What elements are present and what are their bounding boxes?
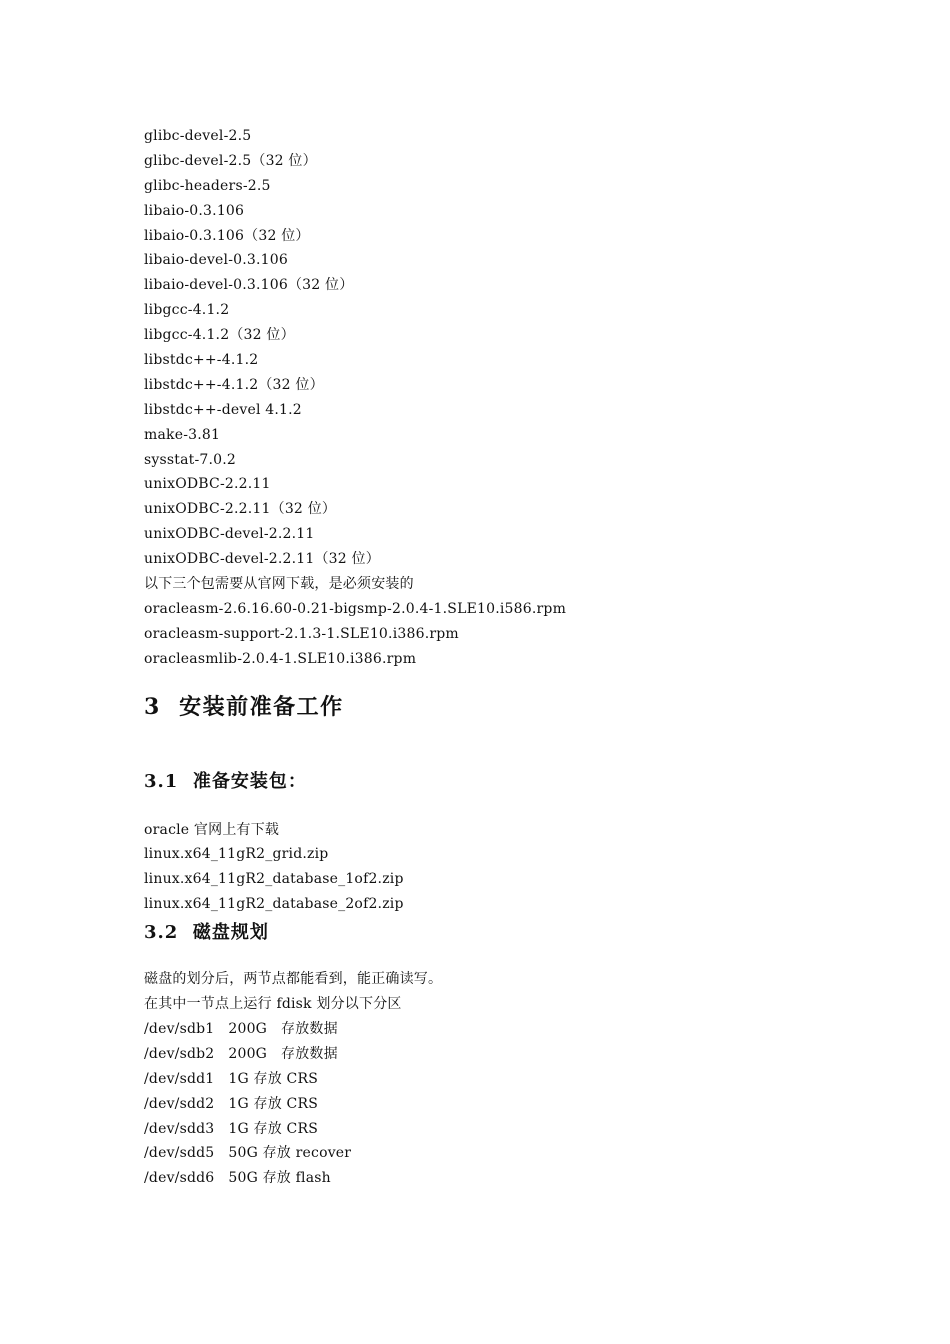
list-item: linux.x64_11gR2_grid.zip <box>144 846 329 863</box>
list-item: libaio-0.3.106（32 位） <box>144 227 310 244</box>
disk-plan-list <box>144 967 844 1191</box>
section-3-heading: 3 安装前准备工作 <box>144 693 344 720</box>
section-3-2-heading: 3.2 磁盘规划 <box>144 922 269 944</box>
list-item: glibc-devel-2.5（32 位） <box>144 152 317 169</box>
list-item: linux.x64_11gR2_database_2of2.zip <box>144 896 404 913</box>
list-item: oracleasm-2.6.16.60-0.21-bigsmp-2.0.4-1.SLE10.i586.rpm <box>144 600 567 617</box>
list-item: libstdc++-4.1.2 <box>144 352 259 369</box>
list-item: libgcc-4.1.2 <box>144 302 230 319</box>
list-item: libgcc-4.1.2（32 位） <box>144 327 295 344</box>
list-item: libaio-devel-0.3.106（32 位） <box>144 277 354 294</box>
list-item: 在其中一节点上运行 fdisk 划分以下分区 <box>144 996 402 1013</box>
list-item: libaio-devel-0.3.106 <box>144 252 288 269</box>
list-item: unixODBC-2.2.11（32 位） <box>144 501 337 518</box>
list-item: libstdc++-4.1.2（32 位） <box>144 376 324 393</box>
list-item: unixODBC-2.2.11 <box>144 476 271 493</box>
list-item: /dev/sdd2 1G 存放 CRS <box>144 1095 318 1112</box>
list-item: unixODBC-devel-2.2.11（32 位） <box>144 551 380 568</box>
list-item: oracle 官网上有下载 <box>144 821 280 838</box>
document-content <box>144 124 844 1191</box>
list-item: 以下三个包需要从官网下载，是必须安装的 <box>144 576 414 593</box>
list-item: oracleasm-support-2.1.3-1.SLE10.i386.rpm <box>144 625 459 642</box>
package-list <box>144 124 844 672</box>
list-item: linux.x64_11gR2_database_1of2.zip <box>144 871 404 888</box>
list-item: 磁盘的划分后，两节点都能看到，能正确读写。 <box>144 971 443 988</box>
install-packages-list <box>144 818 844 918</box>
list-item: /dev/sdb1 200G 存放数据 <box>144 1020 338 1037</box>
list-item: /dev/sdd6 50G 存放 flash <box>144 1170 331 1187</box>
list-item: /dev/sdd1 1G 存放 CRS <box>144 1070 318 1087</box>
section-3-1-heading: 3.1 准备安装包： <box>144 770 307 792</box>
list-item: unixODBC-devel-2.2.11 <box>144 526 315 543</box>
list-item: sysstat-7.0.2 <box>144 451 237 468</box>
list-item: glibc-headers-2.5 <box>144 177 271 194</box>
list-item: libstdc++-devel 4.1.2 <box>144 401 302 418</box>
list-item: glibc-devel-2.5 <box>144 128 252 144</box>
list-item: libaio-0.3.106 <box>144 202 245 219</box>
list-item: oracleasmlib-2.0.4-1.SLE10.i386.rpm <box>144 650 417 667</box>
list-item: /dev/sdd3 1G 存放 CRS <box>144 1120 318 1137</box>
list-item: /dev/sdd5 50G 存放 recover <box>144 1145 352 1162</box>
list-item: /dev/sdb2 200G 存放数据 <box>144 1045 338 1062</box>
list-item: make-3.81 <box>144 426 221 443</box>
